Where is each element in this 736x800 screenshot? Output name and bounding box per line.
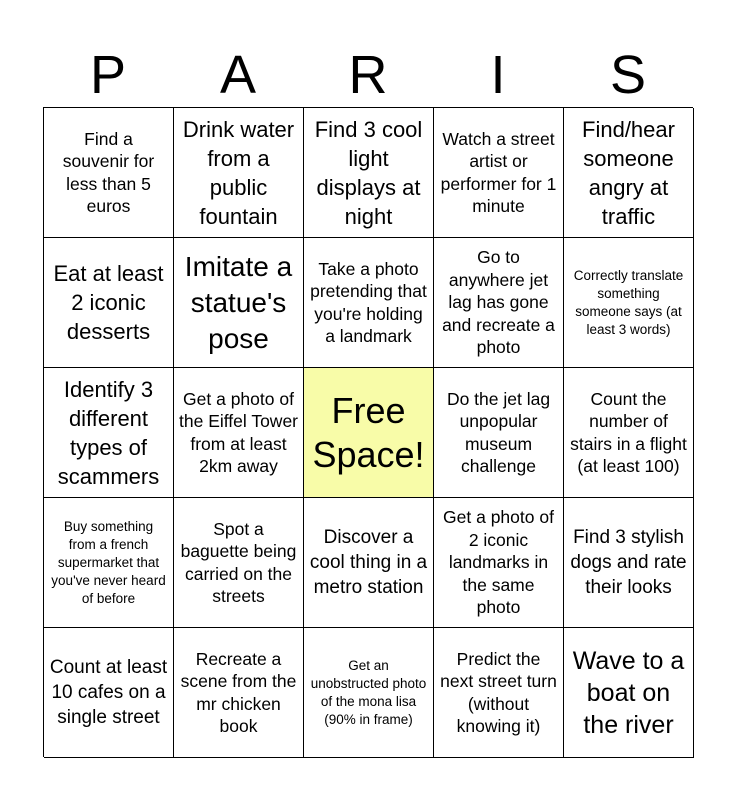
bingo-cell[interactable] bbox=[564, 498, 694, 628]
cell-text: Wave to a boat on the river bbox=[572, 646, 685, 739]
header-letter-r: R bbox=[348, 45, 388, 105]
free-space-cell[interactable] bbox=[304, 368, 434, 498]
bingo-cell[interactable] bbox=[174, 238, 304, 368]
cell-text: Take a photo pretending that you're holding a landmark bbox=[310, 258, 427, 346]
bingo-cell[interactable] bbox=[174, 498, 304, 628]
bingo-board bbox=[43, 107, 693, 757]
bingo-cell[interactable] bbox=[44, 628, 174, 758]
cell-text: Find 3 cool light displays at night bbox=[314, 116, 423, 229]
cell-text: Predict the next street turn (without knowing it) bbox=[440, 648, 557, 736]
bingo-cell[interactable] bbox=[434, 498, 564, 628]
cell-text: Identify 3 different types of scammers bbox=[57, 376, 160, 489]
bingo-cell[interactable] bbox=[44, 108, 174, 238]
bingo-cell[interactable] bbox=[564, 108, 694, 238]
bingo-cell[interactable] bbox=[434, 368, 564, 498]
bingo-cell[interactable] bbox=[44, 238, 174, 368]
cell-text: Find 3 stylish dogs and rate their looks bbox=[570, 527, 687, 598]
bingo-cell[interactable] bbox=[174, 108, 304, 238]
bingo-cell[interactable] bbox=[304, 238, 434, 368]
cell-text: Get a photo of the Eiffel Tower from at least 2km away bbox=[179, 388, 299, 476]
bingo-cell[interactable] bbox=[434, 628, 564, 758]
cell-text: Do the jet lag unpopular museum challenge bbox=[446, 388, 551, 476]
cell-text: Eat at least 2 iconic desserts bbox=[53, 261, 164, 344]
header-letter-s: S bbox=[609, 45, 647, 105]
cell-text: Watch a street artist or performer for 1 minute bbox=[440, 128, 557, 216]
cell-text: Drink water from a public fountain bbox=[182, 116, 295, 229]
bingo-header bbox=[43, 44, 693, 106]
cell-text: Count at least 10 cafes on a single street bbox=[49, 657, 168, 728]
bingo-cell[interactable] bbox=[564, 628, 694, 758]
cell-text: Discover a cool thing in a metro station bbox=[309, 527, 428, 598]
header-letter-i: I bbox=[490, 45, 506, 105]
cell-text: Buy something from a french supermarket that you've never heard of before bbox=[51, 518, 166, 606]
cell-text: Get a photo of 2 iconic landmarks in the same photo bbox=[443, 507, 554, 618]
cell-text: Recreate a scene from the mr chicken book bbox=[180, 648, 297, 736]
cell-text: Get an unobstructed photo of the mona lisa (90% in frame) bbox=[310, 657, 427, 727]
header-letter-p: P bbox=[89, 45, 127, 105]
cell-text: Find/hear someone angry at traffic bbox=[582, 116, 675, 229]
cell-text: Find a souvenir for less than 5 euros bbox=[62, 128, 155, 216]
bingo-cell[interactable] bbox=[174, 368, 304, 498]
cell-text: Correctly translate something someone says (at least 3 words) bbox=[573, 267, 684, 337]
free-space-text: Free Space! bbox=[312, 389, 425, 475]
bingo-cell[interactable] bbox=[304, 628, 434, 758]
header-letter-a: A bbox=[219, 45, 257, 105]
cell-text: Imitate a statue's pose bbox=[184, 250, 293, 354]
cell-text: Spot a baguette being carried on the streets bbox=[180, 518, 297, 606]
bingo-cell[interactable] bbox=[304, 498, 434, 628]
bingo-cell[interactable] bbox=[44, 498, 174, 628]
bingo-cell[interactable] bbox=[174, 628, 304, 758]
bingo-cell[interactable] bbox=[434, 108, 564, 238]
bingo-cell[interactable] bbox=[304, 108, 434, 238]
cell-text: Count the number of stairs in a flight (at least 100) bbox=[570, 388, 687, 476]
bingo-cell[interactable] bbox=[434, 238, 564, 368]
bingo-cell[interactable] bbox=[564, 368, 694, 498]
cell-text: Go to anywhere jet lag has gone and recreate a photo bbox=[442, 247, 555, 358]
bingo-cell[interactable] bbox=[564, 238, 694, 368]
bingo-cell[interactable] bbox=[44, 368, 174, 498]
